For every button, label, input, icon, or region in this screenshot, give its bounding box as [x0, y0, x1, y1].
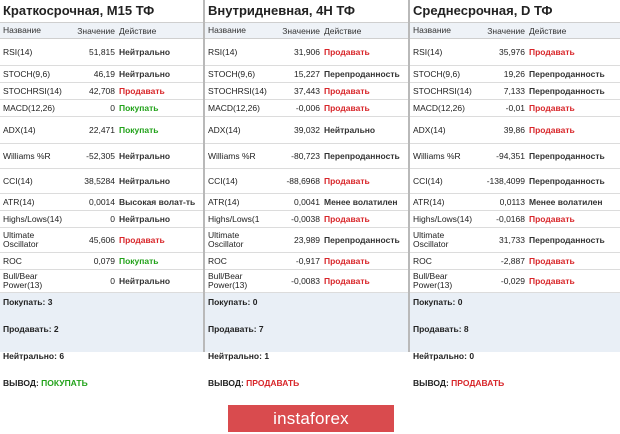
header-name: Название	[413, 25, 451, 35]
cell-value: 31,906	[294, 47, 320, 57]
table-row	[410, 270, 620, 293]
header-value: Значение	[77, 25, 115, 36]
cell-name: STOCHRSI(14)	[208, 85, 267, 96]
cell-name: MACD(12,26)	[3, 102, 55, 113]
cell-action: Перепроданность	[529, 86, 605, 96]
table-row	[0, 228, 203, 253]
summary-neutral: Нейтрально: 0	[413, 351, 475, 361]
table-row	[410, 100, 620, 117]
cell-action: Нейтрально	[119, 47, 171, 57]
cell-value: -0,029	[500, 276, 525, 286]
cell-name: RSI(14)	[413, 46, 443, 57]
header-action: Действие	[324, 25, 362, 36]
summary-sell: Продавать: 8	[413, 324, 469, 334]
cell-name: ADX(14)	[3, 124, 36, 135]
table-row	[410, 39, 620, 66]
header-action: Действие	[529, 25, 567, 36]
table-header	[0, 23, 203, 39]
cell-action: Продавать	[324, 47, 370, 57]
summary-buy: Покупать: 0	[413, 297, 463, 307]
cell-action: Перепроданность	[529, 235, 605, 245]
panel-title: Среднесрочная, D ТФ	[410, 0, 620, 23]
cell-name: MACD(12,26)	[208, 102, 260, 113]
cell-action: Перепроданность	[529, 69, 605, 79]
cell-action: Продавать	[529, 47, 575, 57]
cell-name: Williams %R	[3, 150, 51, 161]
table-row	[0, 117, 203, 144]
cell-name: CCI(14)	[208, 175, 238, 186]
cell-value: -0,0168	[496, 214, 525, 224]
cell-value: -80,723	[291, 151, 320, 161]
cell-value: 45,606	[89, 235, 115, 245]
cell-name: RSI(14)	[208, 46, 238, 57]
cell-name: ROC	[413, 255, 432, 266]
table-body	[0, 39, 203, 293]
cell-action: Нейтрально	[119, 69, 171, 79]
table-row	[0, 39, 203, 66]
panel-m15	[0, 0, 205, 388]
table-row	[205, 66, 408, 83]
cell-name: STOCH(9,6)	[208, 68, 256, 79]
cell-name: Ultimate Oscillator	[413, 230, 449, 249]
cell-value: 51,815	[89, 47, 115, 57]
table-row	[0, 194, 203, 211]
summary-verdict	[3, 378, 88, 388]
header-name: Название	[3, 25, 41, 35]
cell-value: 15,227	[294, 69, 320, 79]
summary-box	[0, 293, 203, 388]
cell-value: 19,26	[503, 69, 525, 79]
table-body	[205, 39, 408, 293]
cell-name: STOCHRSI(14)	[3, 85, 62, 96]
summary-neutral: Нейтрально: 1	[208, 351, 270, 361]
table-body	[410, 39, 620, 293]
cell-name: Williams %R	[208, 150, 256, 161]
cell-value: -52,305	[86, 151, 115, 161]
cell-action: Продавать	[324, 86, 370, 96]
header-value: Значение	[282, 25, 320, 36]
table-row	[410, 253, 620, 270]
cell-name: Bull/Bear Power(13)	[3, 271, 43, 290]
table-row	[205, 270, 408, 293]
summary-neutral: Нейтрально: 6	[3, 351, 65, 361]
header-name: Название	[208, 25, 246, 35]
panel-title: Краткосрочная, M15 ТФ	[0, 0, 203, 23]
cell-action: Продавать	[119, 86, 165, 96]
cell-value: 7,133	[503, 86, 525, 96]
cell-action: Перепроданность	[324, 151, 400, 161]
panel-d	[410, 0, 620, 388]
table-row	[205, 169, 408, 194]
table-row	[205, 194, 408, 211]
cell-name: ATR(14)	[208, 196, 240, 207]
cell-action: Покупать	[119, 256, 159, 266]
table-row	[205, 144, 408, 169]
cell-value: 39,86	[503, 125, 525, 135]
table-row	[410, 66, 620, 83]
cell-action: Нейтрально	[119, 276, 171, 286]
cell-action: Перепроданность	[529, 176, 605, 186]
cell-action: Продавать	[529, 276, 575, 286]
panel-4h	[205, 0, 410, 388]
cell-value: 0	[110, 103, 115, 113]
instaforex-logo[interactable]: instaforex	[228, 405, 394, 432]
cell-name: ATR(14)	[3, 196, 35, 207]
header-value: Значение	[487, 25, 525, 36]
cell-name: RSI(14)	[3, 46, 33, 57]
table-row	[410, 144, 620, 169]
cell-action: Нейтрально	[324, 125, 376, 135]
cell-value: 0,0014	[89, 197, 115, 207]
cell-action: Нейтрально	[119, 151, 171, 161]
cell-name: ATR(14)	[413, 196, 445, 207]
cell-action: Нейтрально	[119, 176, 171, 186]
cell-name: STOCH(9,6)	[3, 68, 51, 79]
summary-buy: Покупать: 0	[208, 297, 258, 307]
table-row	[205, 100, 408, 117]
table-row	[0, 211, 203, 228]
table-row	[205, 83, 408, 100]
cell-action: Продавать	[529, 256, 575, 266]
table-row	[205, 39, 408, 66]
cell-value: 0	[110, 214, 115, 224]
panel-title: Внутридневная, 4H ТФ	[205, 0, 408, 23]
table-row	[205, 117, 408, 144]
cell-action: Нейтрально	[119, 214, 171, 224]
summary-box	[205, 293, 408, 388]
cell-value: -0,01	[505, 103, 525, 113]
cell-name: Ultimate Oscillator	[3, 230, 39, 249]
verdict-label: ВЫВОД:	[208, 378, 244, 388]
table-row	[205, 253, 408, 270]
cell-name: Williams %R	[413, 150, 461, 161]
table-row	[410, 211, 620, 228]
table-row	[205, 211, 408, 228]
cell-value: 37,443	[294, 86, 320, 96]
table-row	[0, 144, 203, 169]
cell-name: MACD(12,26)	[413, 102, 465, 113]
cell-name: ADX(14)	[413, 124, 446, 135]
table-row	[0, 100, 203, 117]
cell-value: -0,917	[295, 256, 320, 266]
cell-value: 0,079	[93, 256, 115, 266]
verdict-label: ВЫВОД:	[413, 378, 449, 388]
table-row	[410, 83, 620, 100]
cell-name: Highs/Lows(1	[208, 213, 260, 224]
cell-action: Продавать	[529, 125, 575, 135]
cell-name: ROC	[208, 255, 227, 266]
table-row	[0, 270, 203, 293]
cell-value: -88,6968	[286, 176, 320, 186]
verdict-value: ПРОДАВАТЬ	[451, 378, 505, 388]
cell-name: Bull/Bear Power(13)	[413, 271, 453, 290]
cell-name: CCI(14)	[3, 175, 33, 186]
verdict-value: ПРОДАВАТЬ	[246, 378, 300, 388]
cell-value: 31,733	[499, 235, 525, 245]
cell-value: -0,0038	[291, 214, 320, 224]
summary-verdict	[413, 378, 504, 388]
verdict-label: ВЫВОД:	[3, 378, 39, 388]
cell-action: Перепроданность	[324, 69, 400, 79]
cell-action: Менее волатилен	[324, 197, 398, 207]
cell-name: ADX(14)	[208, 124, 241, 135]
table-row	[410, 194, 620, 211]
cell-action: Продавать	[324, 276, 370, 286]
summary-buy: Покупать: 3	[3, 297, 53, 307]
cell-action: Продавать	[529, 103, 575, 113]
table-header	[205, 23, 408, 39]
summary-sell: Продавать: 2	[3, 324, 59, 334]
cell-value: -2,887	[500, 256, 525, 266]
summary-verdict	[208, 378, 299, 388]
verdict-value: ПОКУПАТЬ	[41, 378, 88, 388]
cell-value: 42,708	[89, 86, 115, 96]
cell-name: ROC	[3, 255, 22, 266]
cell-value: 22,471	[89, 125, 115, 135]
cell-name: Ultimate Oscillator	[208, 230, 244, 249]
cell-value: 39,032	[294, 125, 320, 135]
cell-name: CCI(14)	[413, 175, 443, 186]
table-row	[0, 169, 203, 194]
cell-value: -138,4099	[486, 176, 525, 186]
table-row	[0, 66, 203, 83]
cell-name: Highs/Lows(14)	[413, 213, 473, 224]
table-header	[410, 23, 620, 39]
cell-action: Продавать	[324, 214, 370, 224]
cell-value: 46,19	[93, 69, 115, 79]
summary-box	[410, 293, 620, 388]
cell-value: 35,976	[499, 47, 525, 57]
cell-name: Highs/Lows(14)	[3, 213, 63, 224]
cell-value: 0,0113	[499, 197, 525, 207]
summary-sell: Продавать: 7	[208, 324, 264, 334]
cell-action: Перепроданность	[529, 151, 605, 161]
cell-name: STOCH(9,6)	[413, 68, 461, 79]
cell-value: 0,0041	[294, 197, 320, 207]
cell-action: Покупать	[119, 125, 159, 135]
cell-value: 23,989	[294, 235, 320, 245]
cell-action: Продавать	[119, 235, 165, 245]
cell-action: Менее волатилен	[529, 197, 603, 207]
cell-value: -0,0083	[291, 276, 320, 286]
cell-name: Bull/Bear Power(13)	[208, 271, 248, 290]
cell-value: -94,351	[496, 151, 525, 161]
table-row	[205, 228, 408, 253]
cell-action: Продавать	[324, 103, 370, 113]
table-row	[410, 228, 620, 253]
table-row	[0, 253, 203, 270]
cell-value: 38,5284	[84, 176, 115, 186]
cell-action: Продавать	[324, 176, 370, 186]
table-row	[0, 83, 203, 100]
cell-action: Высокая волат-ть	[119, 197, 196, 207]
table-row	[410, 117, 620, 144]
cell-value: 0	[110, 276, 115, 286]
cell-action: Продавать	[324, 256, 370, 266]
cell-action: Перепроданность	[324, 235, 400, 245]
cell-action: Покупать	[119, 103, 159, 113]
table-row	[410, 169, 620, 194]
cell-value: -0,006	[295, 103, 320, 113]
header-action: Действие	[119, 25, 157, 36]
cell-name: STOCHRSI(14)	[413, 85, 472, 96]
cell-action: Продавать	[529, 214, 575, 224]
